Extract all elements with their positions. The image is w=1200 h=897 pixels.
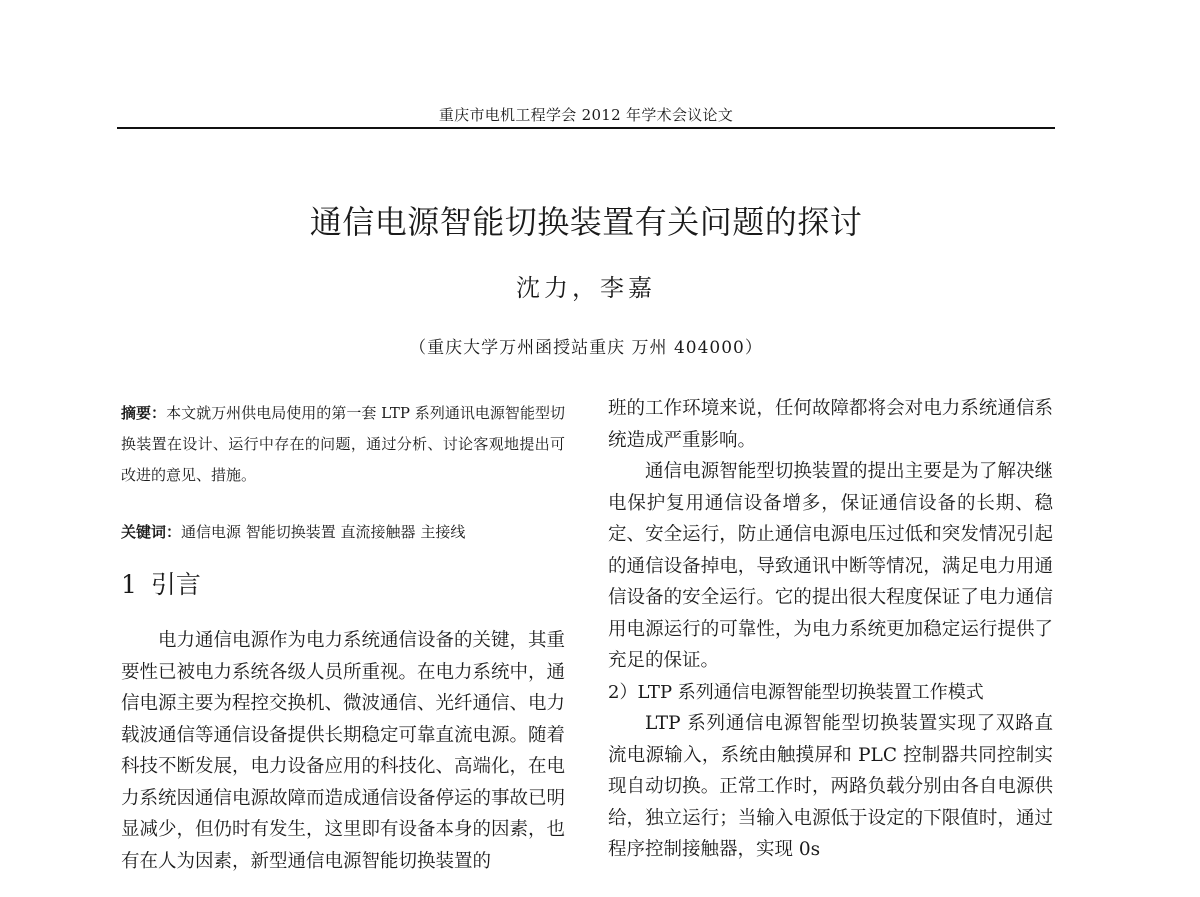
work-mode-paragraph: LTP 系列通信电源智能型切换装置实现了双路直流电源输入，系统由触摸屏和 PLC 控制器共同控制实现自动切换。正常工作时，两路负载分别由各自电源供给，独立运行；当输入电源低于设定的下限值时，通过程序控制接触器，实现 0s (608, 713, 1053, 860)
running-header: 重庆市电机工程学会 2012 年学术会议论文 (438, 106, 734, 124)
section-title: 引言 (150, 570, 201, 599)
abstract (121, 398, 565, 491)
header-rule (117, 127, 1055, 129)
paper-title: 通信电源智能切换装置有关问题的探讨 (309, 203, 863, 241)
keywords-label: 关键词： (121, 523, 182, 541)
section-heading-introduction (121, 565, 565, 605)
right-column (608, 393, 1053, 866)
introduction-paragraph: 电力通信电源作为电力系统通信设备的关键，其重要性已被电力系统各级人员所重视。在电力系统中，通信电源主要为程控交换机、微波通信、光纤通信、电力载波通信等通信设备提供长期稳定可靠直流电源。随着科技不断发展，电力设备应用的科技化、高端化，在电力系统因通信电源故障而造成通信设备停运的事故已明显减少，但仍时有发生，这里即有设备本身的因素，也有在人为因素，新型通信电源智能切换装置的 (121, 630, 566, 872)
purpose-paragraph: 通信电源智能型切换装置的提出主要是为了解决继电保护复用通信设备增多，保证通信设备的长期、稳定、安全运行，防止通信电源电压过低和突发情况引起的通信设备掉电，导致通讯中断等情况，满足电力用通信设备的安全运行。它的提出很大程度保证了电力通信用电源运行的可靠性，为电力系统更加稳定运行提供了充足的保证。 (608, 461, 1053, 671)
keywords-text: 通信电源 智能切换装置 直流接触器 主接线 (181, 523, 466, 541)
abstract-label: 摘要： (121, 404, 167, 422)
subsection-heading-work-mode: 2）LTP 系列通信电源智能型切换装置工作模式 (608, 681, 984, 703)
section-number: 1 (121, 570, 137, 599)
continuation-paragraph: 班的工作环境来说，任何故障都将会对电力系统通信系统造成严重影响。 (608, 398, 1053, 451)
paper-authors: 沈力，李嘉 (516, 274, 656, 302)
keywords (121, 517, 565, 547)
left-column (121, 398, 565, 877)
abstract-text: 本文就万州供电局使用的第一套 LTP 系列通讯电源智能型切换装置在设计、运行中存在的问题，通过分析、讨论客观地提出可改进的意见、措施。 (121, 404, 565, 484)
paper-affiliation: （重庆大学万州函授站重庆 万州 404000） (409, 338, 763, 358)
